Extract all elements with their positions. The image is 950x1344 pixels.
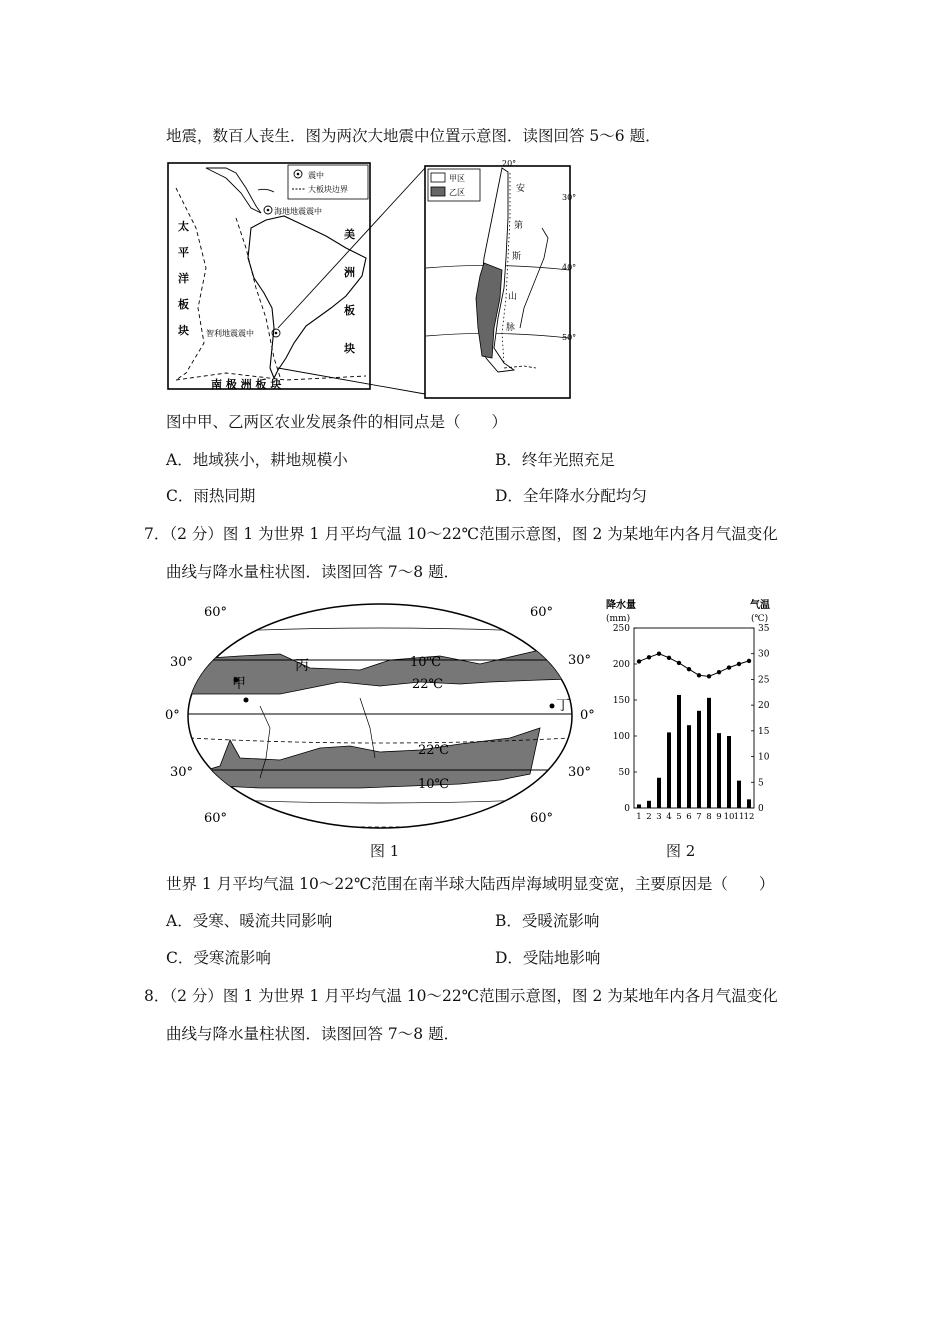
q7-option-a: A．受寒、暖流共同影响 bbox=[166, 912, 333, 930]
precip-bar bbox=[717, 733, 721, 808]
left-tick-label: 50 bbox=[618, 768, 630, 778]
month-tick-label: 11 bbox=[733, 812, 745, 822]
lat-30-label: 30° bbox=[562, 193, 577, 202]
label-ding: 丁 bbox=[556, 698, 570, 714]
q7-stem-line-1: 7．（2 分）图 1 为世界 1 月平均气温 10～22℃范围示意图，图 2 为某地年内各月气温变化 bbox=[144, 525, 778, 543]
right-tick-label: 25 bbox=[758, 675, 770, 686]
andes-char-4: 山 bbox=[508, 292, 518, 302]
chile-detail-map bbox=[424, 158, 577, 400]
world-lat-30n-right: 30° bbox=[568, 653, 592, 668]
climate-chart bbox=[600, 596, 790, 828]
q6-option-a: A．地域狭小，耕地规模小 bbox=[166, 451, 348, 469]
temperature-point bbox=[717, 670, 721, 674]
month-tick-label: 1 bbox=[636, 812, 642, 822]
legend-zone-a-label: 甲区 bbox=[449, 174, 465, 183]
legend-epicenter-label: 震中 bbox=[308, 171, 324, 180]
label-bing: 丙 bbox=[295, 658, 309, 674]
temperature-point bbox=[727, 665, 731, 669]
month-tick-label: 6 bbox=[686, 812, 692, 822]
precip-bar bbox=[747, 799, 751, 808]
lat-20-label: 20° bbox=[502, 159, 517, 168]
month-tick-label: 2 bbox=[646, 812, 652, 822]
q6-option-b: B．终年光照充足 bbox=[495, 451, 615, 469]
label-jia: 甲 bbox=[232, 676, 246, 692]
iso-10-north: 10℃ bbox=[410, 655, 442, 670]
right-tick-label: 30 bbox=[758, 649, 770, 660]
precip-bar bbox=[667, 732, 671, 808]
haiti-epicenter-label: 海地地震震中 bbox=[274, 207, 322, 216]
right-tick-label: 10 bbox=[758, 752, 770, 763]
right-tick-label: 15 bbox=[758, 726, 770, 737]
left-tick-label: 250 bbox=[612, 624, 630, 634]
y-right-label: 气温 bbox=[750, 600, 770, 611]
figure-2-caption: 图 2 bbox=[666, 842, 696, 860]
pacific-plate-char-2: 平 bbox=[178, 246, 189, 259]
q8-stem-line-1: 8．（2 分）图 1 为世界 1 月平均气温 10～22℃范围示意图，图 2 为某地年内各月气温变化 bbox=[144, 987, 778, 1005]
month-tick-label: 12 bbox=[743, 812, 755, 822]
temperature-point bbox=[667, 656, 671, 660]
month-tick-label: 3 bbox=[656, 812, 662, 822]
q8-stem-line-2: 曲线与降水量柱状图．读图回答 7～8 题． bbox=[166, 1025, 460, 1043]
temperature-point bbox=[657, 652, 661, 656]
lat-50-label: 50° bbox=[562, 333, 577, 342]
month-tick-label: 8 bbox=[706, 812, 712, 822]
right-tick-label: 35 bbox=[758, 624, 770, 634]
right-tick-label: 20 bbox=[758, 701, 770, 712]
q7-option-c: C．受寒流影响 bbox=[166, 949, 271, 967]
andes-char-2: 第 bbox=[514, 221, 524, 231]
precip-bar bbox=[687, 725, 691, 808]
precip-bar bbox=[727, 736, 731, 808]
world-lat-60n-left: 60° bbox=[204, 605, 228, 620]
temperature-point bbox=[697, 673, 701, 677]
month-tick-label: 9 bbox=[716, 812, 722, 822]
temperature-point bbox=[637, 659, 641, 663]
world-lat-60n-right: 60° bbox=[530, 605, 554, 620]
pacific-plate-char-5: 块 bbox=[178, 324, 189, 337]
precip-bar bbox=[677, 695, 681, 808]
antarctic-plate-label: 南 极 洲 板 块 bbox=[211, 378, 282, 391]
andes-char-3: 斯 bbox=[512, 252, 522, 262]
precip-bar bbox=[697, 711, 701, 808]
precip-bar bbox=[737, 781, 741, 808]
world-lat-30n-left: 30° bbox=[170, 655, 194, 670]
andes-char-5: 脉 bbox=[506, 323, 516, 333]
temperature-point bbox=[687, 667, 691, 671]
q7-option-b: B．受暖流影响 bbox=[495, 912, 600, 930]
lat-40-label: 40° bbox=[562, 263, 577, 272]
world-lat-60s-right: 60° bbox=[530, 811, 554, 826]
america-plate-char-1: 美 bbox=[344, 228, 355, 241]
pacific-plate-char-1: 太 bbox=[178, 220, 189, 233]
left-tick-label: 150 bbox=[612, 696, 630, 706]
chile-epicenter-label: 智利地震震中 bbox=[206, 329, 254, 338]
right-tick-label: 0 bbox=[758, 804, 764, 814]
pacific-plate-char-3: 洋 bbox=[178, 272, 189, 285]
figure-1-caption: 图 1 bbox=[370, 842, 400, 860]
month-tick-label: 5 bbox=[676, 812, 682, 822]
q7-question: 世界 1 月平均气温 10～22℃范围在南半球大陆西岸海域明显变宽，主要原因是（ ） bbox=[166, 875, 775, 893]
left-tick-label: 0 bbox=[624, 804, 630, 814]
america-plate-char-3: 板 bbox=[344, 304, 355, 317]
america-plate-char-2: 洲 bbox=[344, 266, 355, 279]
legend-zone-b-label: 乙区 bbox=[449, 188, 465, 197]
left-tick-label: 100 bbox=[612, 732, 630, 742]
america-plate-char-4: 块 bbox=[344, 342, 355, 355]
temperature-line bbox=[639, 654, 749, 677]
left-tick-label: 200 bbox=[612, 660, 630, 670]
zoom-connector-lines bbox=[270, 158, 435, 398]
pacific-plate-char-4: 板 bbox=[178, 298, 189, 311]
temperature-point bbox=[677, 661, 681, 665]
world-lat-60s-left: 60° bbox=[204, 811, 228, 826]
y-left-unit: (mm) bbox=[606, 614, 631, 624]
q6-stem: 图中甲、乙两区农业发展条件的相同点是（ ） bbox=[166, 413, 508, 431]
temperature-point bbox=[737, 662, 741, 666]
month-tick-label: 10 bbox=[723, 812, 735, 822]
iso-22-north: 22℃ bbox=[412, 677, 444, 692]
temperature-point bbox=[747, 659, 751, 663]
world-isotherm-map bbox=[160, 598, 600, 838]
q7-stem-line-2: 曲线与降水量柱状图．读图回答 7～8 题． bbox=[166, 563, 460, 581]
andes-char-1: 安 bbox=[516, 184, 526, 194]
precip-bar bbox=[657, 778, 661, 808]
month-tick-label: 4 bbox=[666, 812, 672, 822]
iso-10-south: 10℃ bbox=[418, 777, 450, 792]
y-right-unit: (℃) bbox=[751, 614, 769, 624]
world-lat-0-right: 0° bbox=[580, 708, 595, 723]
q7-option-d: D．受陆地影响 bbox=[495, 949, 601, 967]
q6-option-c: C．雨热同期 bbox=[166, 487, 256, 505]
world-lat-30s-left: 30° bbox=[170, 765, 194, 780]
precip-bar bbox=[637, 804, 641, 808]
y-left-label: 降水量 bbox=[606, 600, 636, 611]
q6-option-d: D．全年降水分配均匀 bbox=[495, 487, 647, 505]
legend-boundary-label: 大板块边界 bbox=[308, 185, 348, 194]
map2-legend bbox=[428, 169, 480, 201]
precip-bar bbox=[707, 698, 711, 808]
temperature-point bbox=[647, 655, 651, 659]
temperature-point bbox=[707, 674, 711, 678]
month-tick-label: 7 bbox=[696, 812, 702, 822]
world-lat-0-left: 0° bbox=[165, 708, 180, 723]
intro-text: 地震，数百人丧生．图为两次大地震中位置示意图．读图回答 5～6 题． bbox=[166, 127, 661, 145]
precip-bar bbox=[647, 801, 651, 808]
right-tick-label: 5 bbox=[758, 778, 764, 789]
iso-22-south: 22℃ bbox=[418, 743, 450, 758]
world-lat-30s-right: 30° bbox=[568, 765, 592, 780]
